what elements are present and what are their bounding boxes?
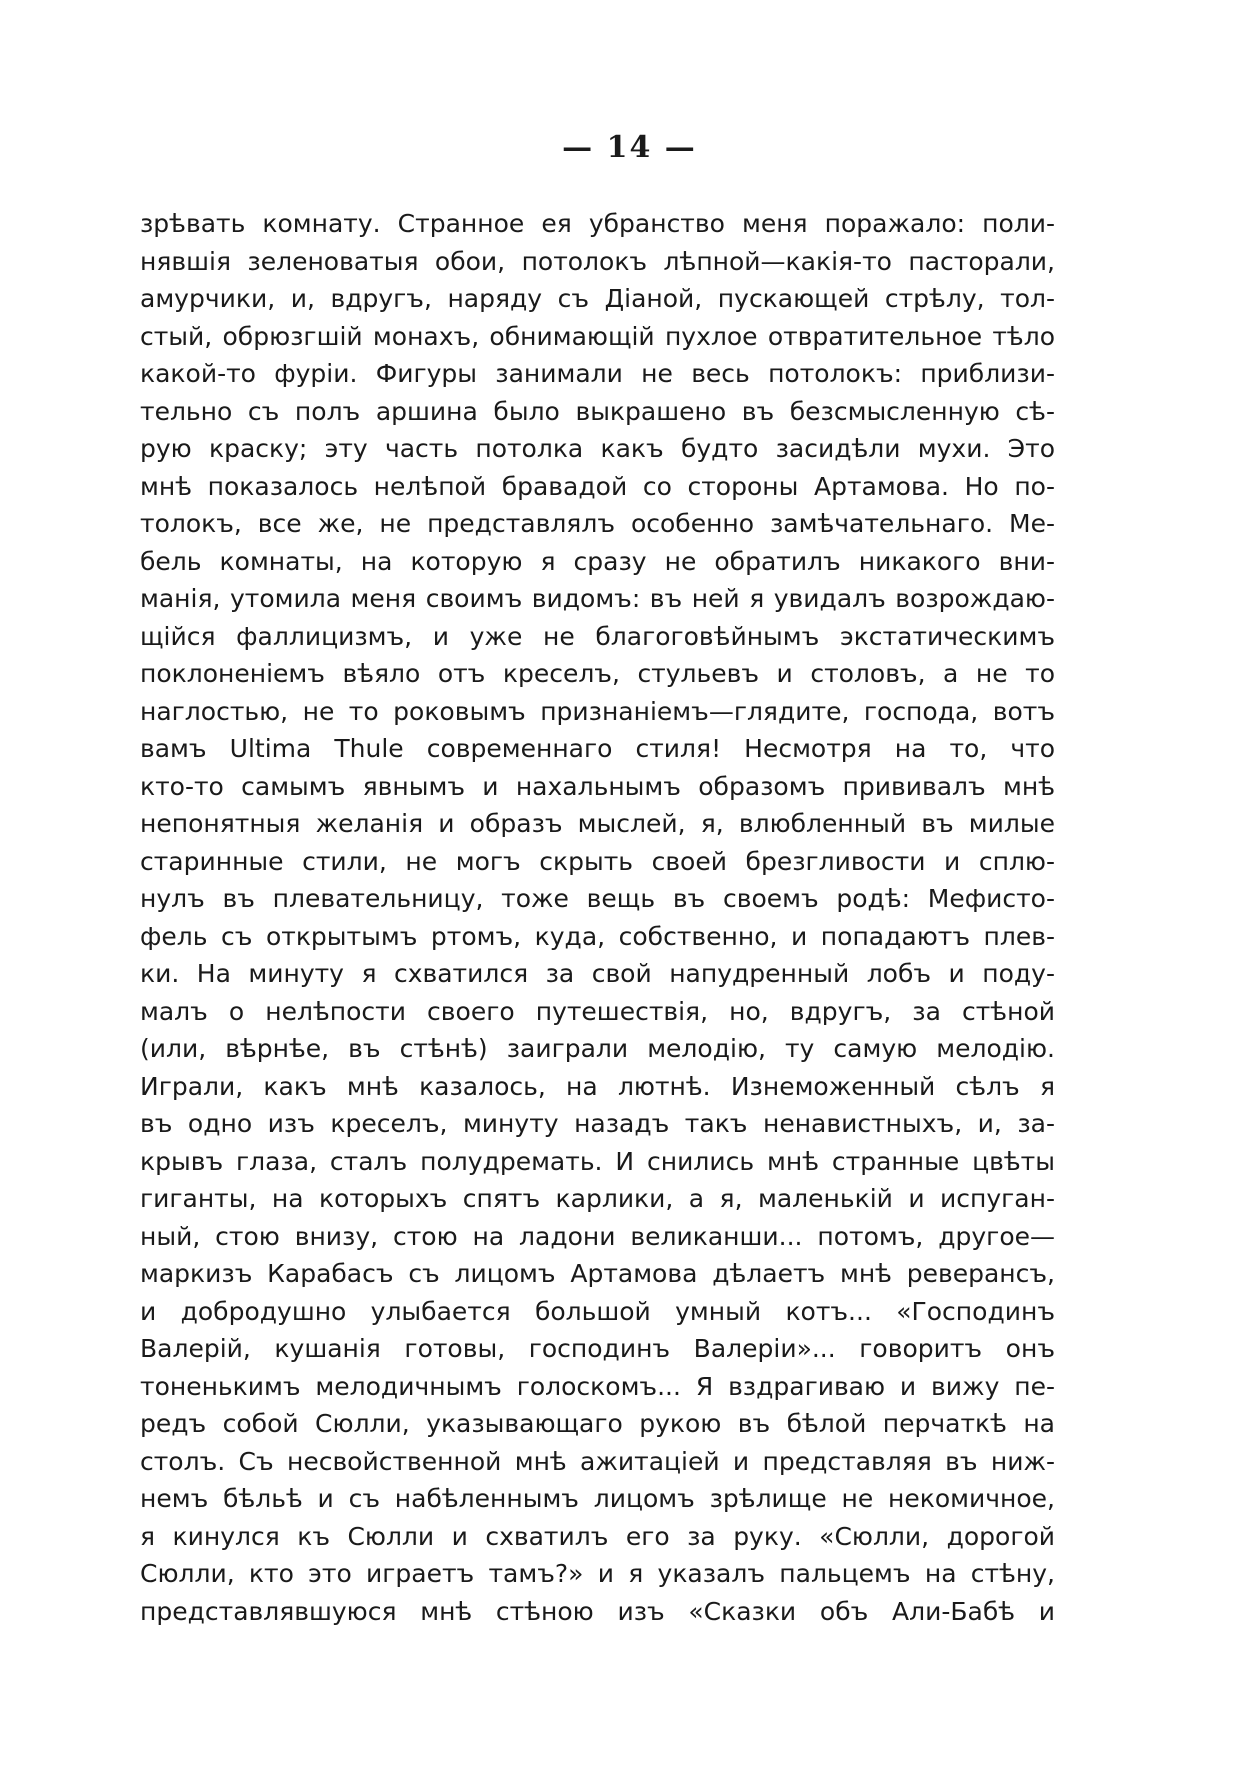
text-line: непонятныя желанія и образъ мыслей, я, влюбленный въ милые bbox=[140, 809, 1055, 838]
text-line: фель съ открытымъ ртомъ, куда, собственно, и попадаютъ плев- bbox=[140, 921, 1055, 951]
text-line: старинные стили, не могъ скрыть своей брезгливости и сплю- bbox=[140, 846, 1055, 876]
text-line: немъ бѣльѣ и съ набѣленнымъ лицомъ зрѣлище не некомичное, bbox=[140, 1484, 1055, 1513]
text-line: Сюлли, кто это играетъ тамъ?» и я указалъ пальцемъ на стѣну, bbox=[140, 1559, 1055, 1588]
text-line: маркизъ Карабасъ съ лицомъ Артамова дѣлаетъ мнѣ реверансъ, bbox=[140, 1259, 1055, 1288]
text-line: столъ. Съ несвойственной мнѣ ажитаціей и представляя въ ниж- bbox=[140, 1446, 1055, 1476]
text-line: я кинулся къ Сюлли и схватилъ его за руку. «Сюлли, дорогой bbox=[140, 1521, 1055, 1551]
text-line: щійся фаллицизмъ, и уже не благоговѣйнымъ экстатическимъ bbox=[140, 621, 1055, 651]
text-line: и добродушно улыбается большой умный котъ... «Господинъ bbox=[140, 1296, 1055, 1326]
text-line: вамъ Ultima Thule современнаго стиля! Несмотря на то, что bbox=[140, 734, 1055, 763]
text-line: стый, обрюзгшій монахъ, обнимающій пухлое отвратительное тѣло bbox=[140, 321, 1055, 351]
text-line: Играли, какъ мнѣ казалось, на лютнѣ. Изнеможенный сѣлъ я bbox=[140, 1071, 1055, 1101]
text-line: тельно съ полъ аршина было выкрашено въ безсмысленную сѣ- bbox=[140, 396, 1055, 426]
text-line: рую краску; эту часть потолка какъ будто засидѣли мухи. Это bbox=[140, 434, 1055, 463]
text-line: крывъ глаза, сталъ полудремать. И снились мнѣ странные цвѣты bbox=[140, 1146, 1055, 1176]
text-line: бель комнаты, на которую я сразу не обратилъ никакого вни- bbox=[140, 546, 1055, 576]
text-line: нулъ въ плевательницу, тоже вещь въ своемъ родѣ: Мефисто- bbox=[140, 884, 1055, 913]
text-line: представлявшуюся мнѣ стѣною изъ «Сказки объ Али-Бабѣ и bbox=[140, 1596, 1055, 1626]
text-line: мнѣ показалось нелѣпой бравадой со стороны Артамова. Но по- bbox=[140, 471, 1055, 501]
text-line: зрѣвать комнату. Странное ея убранство меня поражало: поли- bbox=[140, 209, 1055, 238]
text-line: нявшія зеленоватыя обои, потолокъ лѣпной—какія-то пасторали, bbox=[140, 246, 1055, 276]
text-line: поклоненіемъ вѣяло отъ креселъ, стульевъ и столовъ, а не то bbox=[140, 659, 1055, 688]
text-line: манія, утомила меня своимъ видомъ: въ ней я увидалъ возрождаю- bbox=[140, 584, 1055, 613]
text-line: редъ собой Сюлли, указывающаго рукою въ бѣлой перчаткѣ на bbox=[140, 1409, 1055, 1438]
text-line: Валерій, кушанія готовы, господинъ Валеріи»... говоритъ онъ bbox=[140, 1334, 1055, 1363]
text-line: амурчики, и, вдругъ, наряду съ Діаной, пускающей стрѣлу, тол- bbox=[140, 284, 1055, 313]
text-line: ный, стою внизу, стою на ладони великанши... потомъ, другое— bbox=[140, 1221, 1055, 1251]
text-line: какой-то фуріи. Фигуры занимали не весь потолокъ: приблизи- bbox=[140, 359, 1055, 388]
body-text bbox=[140, 205, 1055, 1630]
page-number: — 14 — bbox=[562, 130, 697, 165]
text-line: тоненькимъ мелодичнымъ голоскомъ... Я вздрагиваю и вижу пе- bbox=[140, 1371, 1055, 1401]
text-line: малъ о нелѣпости своего путешествія, но, вдругъ, за стѣной bbox=[140, 996, 1055, 1026]
text-line: ки. На минуту я схватился за свой напудренный лобъ и поду- bbox=[140, 959, 1055, 988]
text-line: кто-то самымъ явнымъ и нахальнымъ образомъ прививалъ мнѣ bbox=[140, 771, 1055, 801]
text-line: гиганты, на которыхъ спятъ карлики, а я, маленькій и испуган- bbox=[140, 1184, 1055, 1213]
text-line: толокъ, все же, не представлялъ особенно замѣчательнаго. Ме- bbox=[140, 509, 1055, 538]
text-line: (или, вѣрнѣе, въ стѣнѣ) заиграли мелодію, ту самую мелодію. bbox=[140, 1034, 1055, 1063]
text-line: въ одно изъ креселъ, минуту назадъ такъ ненавистныхъ, и, за- bbox=[140, 1109, 1055, 1138]
text-line: наглостью, не то роковымъ признаніемъ—глядите, господа, вотъ bbox=[140, 696, 1055, 726]
